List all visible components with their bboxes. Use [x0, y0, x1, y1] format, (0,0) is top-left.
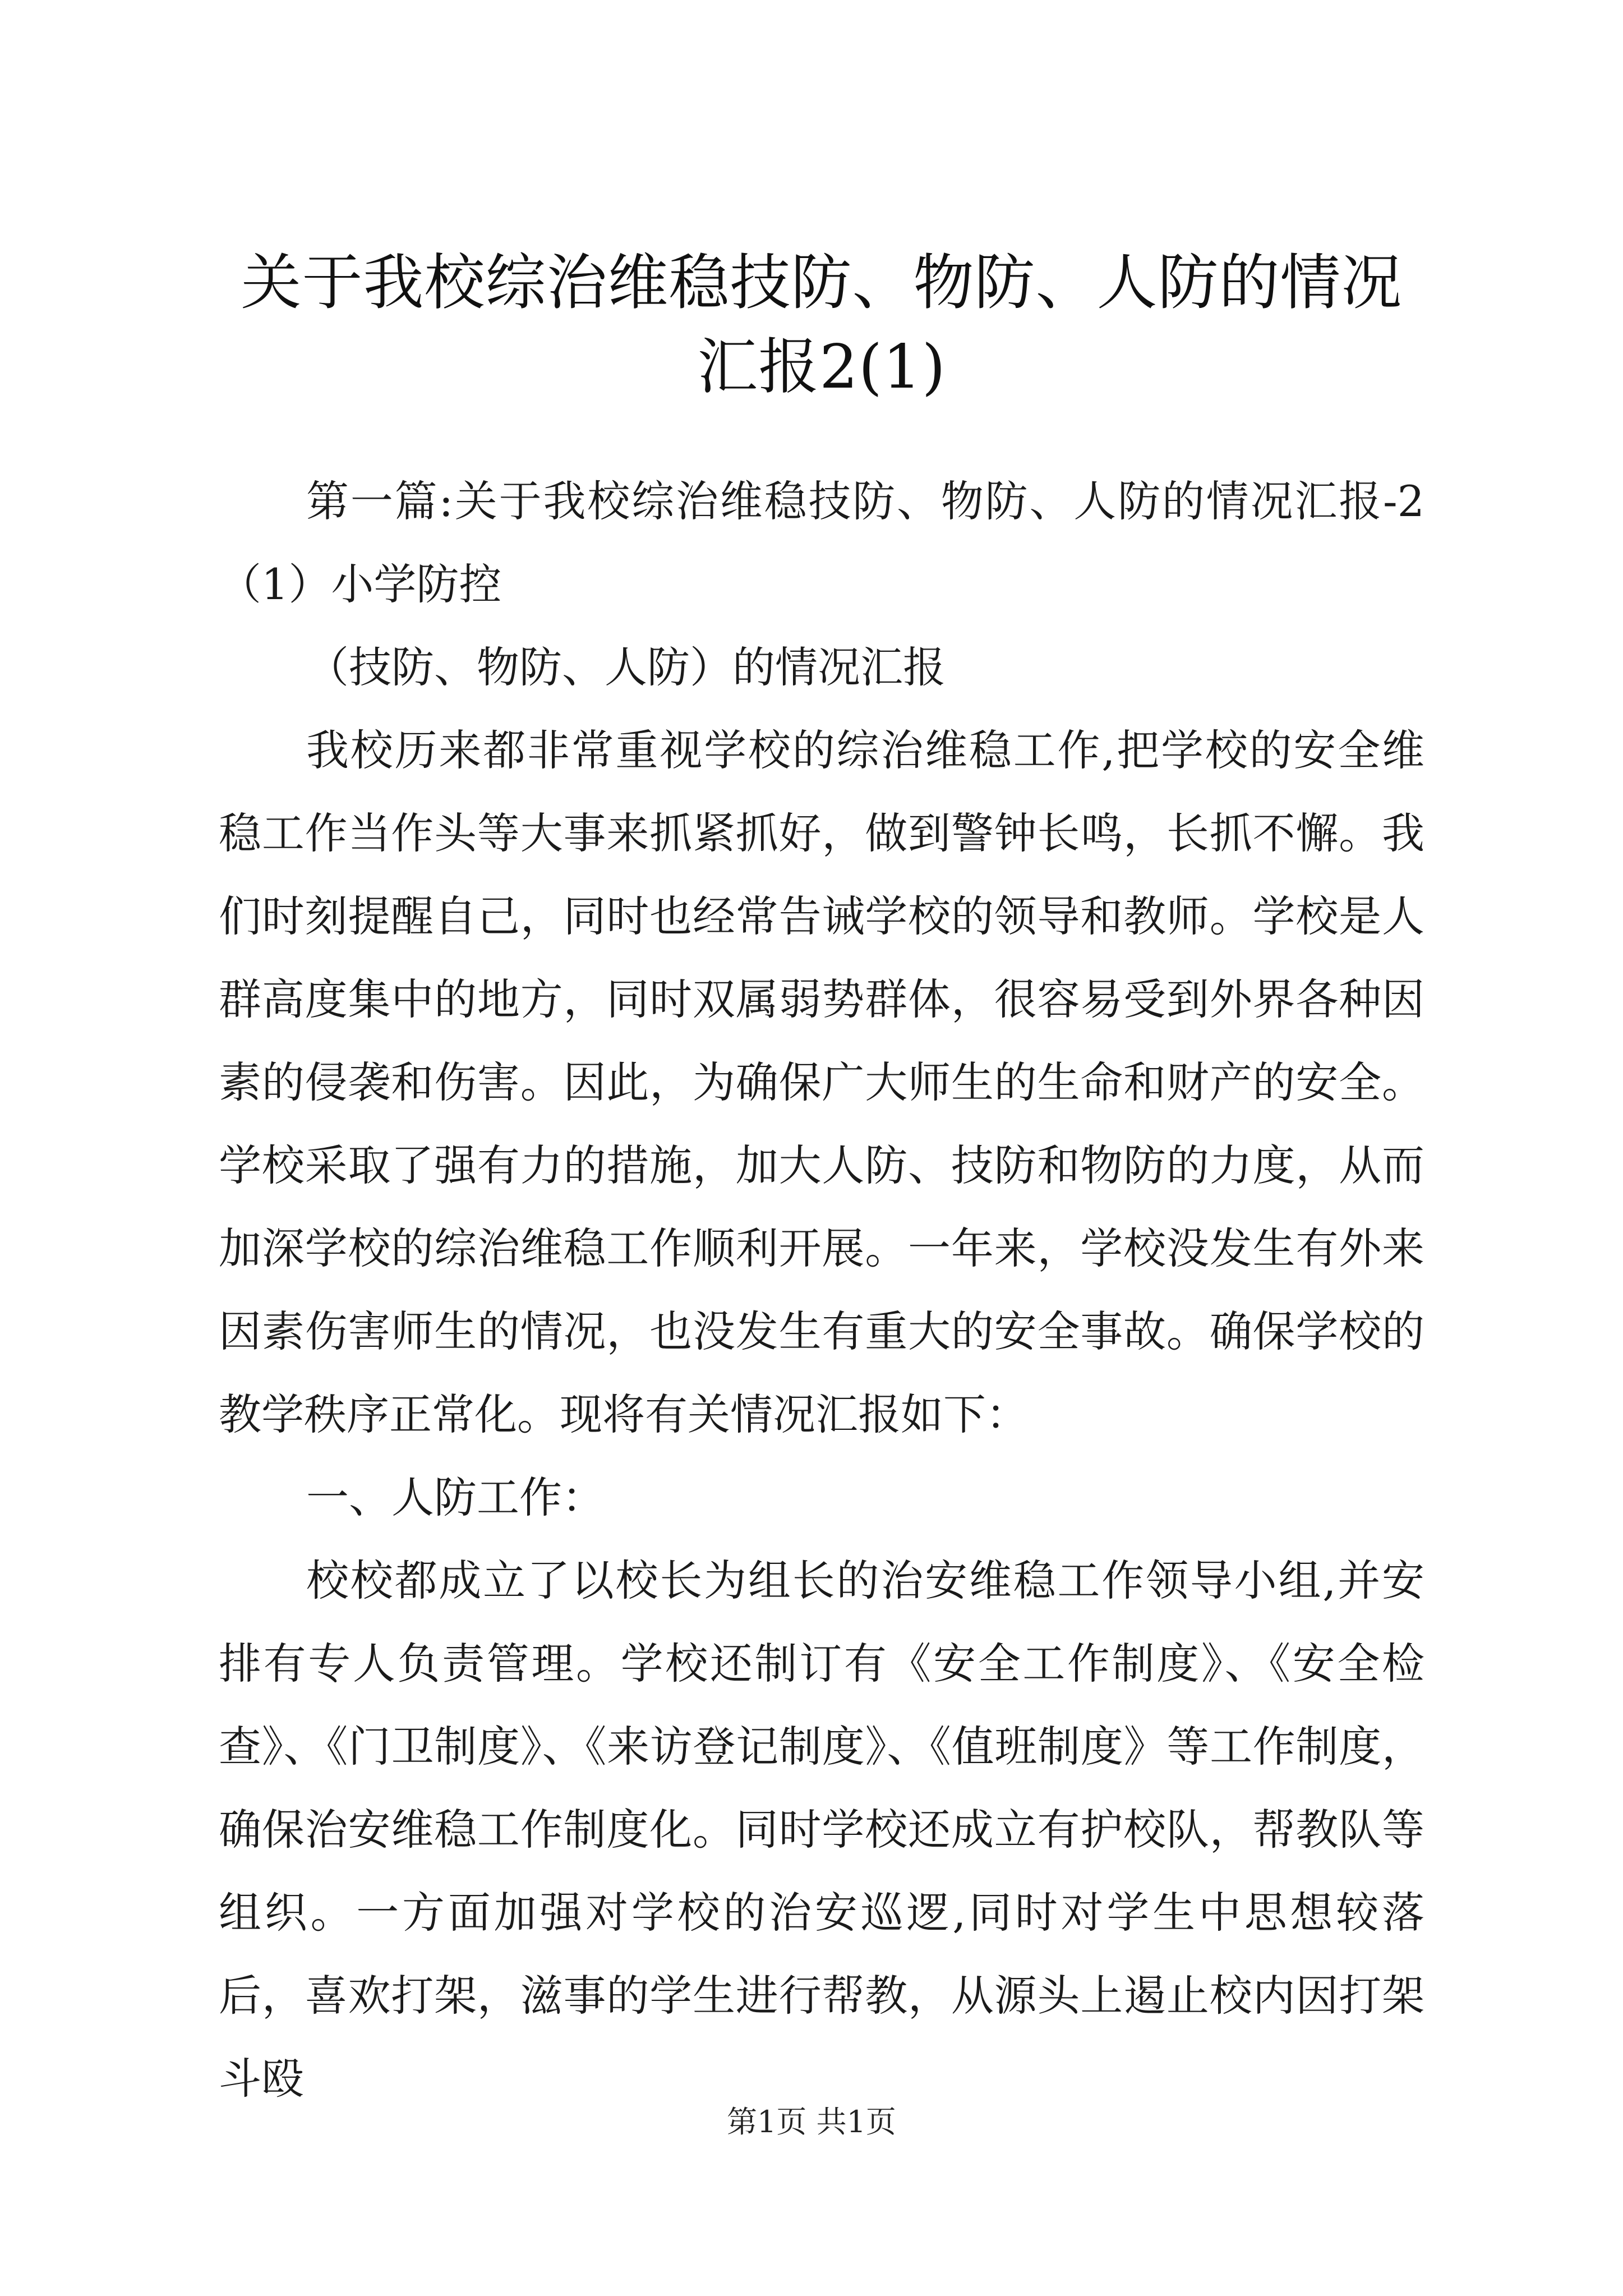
document-body	[219, 460, 1424, 2120]
paragraph-heading-personnel: 一、人防工作：	[306, 1473, 605, 1522]
paragraph-intro: 我校历来都非常重视学校的综治维稳工作,把学校的安全维稳工作当作头等大事来抓紧抓好，做到警钟长鸣，长抓不懈。我们时刻提醒自己，同时也经常告诫学校的领导和教师。学校是人群高度集中的地方，同时双属弱势群体，很容易受到外界各种因素的侵袭和伤害。因此，为确保广大师生的生命和财产的安全。学校采取了强有力的措施，加大人防、技防和物防的力度，从而加深学校的综治维稳工作顺利开展。一年来，学校没发生有外来因素伤害师生的情况，也没发生有重大的安全事故。确保学校的教学秩序正常化。现将有关情况汇报如下：	[219, 725, 1424, 1439]
paragraph-personnel-details: 校校都成立了以校长为组长的治安维稳工作领导小组,并安排有专人负责管理。学校还制订有《安全工作制度》、《安全检查》、《门卫制度》、《来访登记制度》、《值班制度》等工作制度，确保治安维稳工作制度化。同时学校还成立有护校队，帮教队等组织。一方面加强对学校的治安巡逻,同时对学生中思想较落后，喜欢打架，滋事的学生进行帮教，从源头上遏止校内因打架斗殴	[219, 1556, 1424, 2104]
page-footer: 第1页 共1页	[727, 2104, 896, 2139]
paragraph-subtitle: （技防、物防、人防）的情况汇报	[306, 642, 946, 692]
paragraph-section-heading: 第一篇:关于我校综治维稳技防、物防、人防的情况汇报-2（1）小学防控	[219, 476, 1424, 609]
document-title: 关于我校综治维稳技防、物防、人防的情况汇报2(1)	[241, 248, 1403, 402]
